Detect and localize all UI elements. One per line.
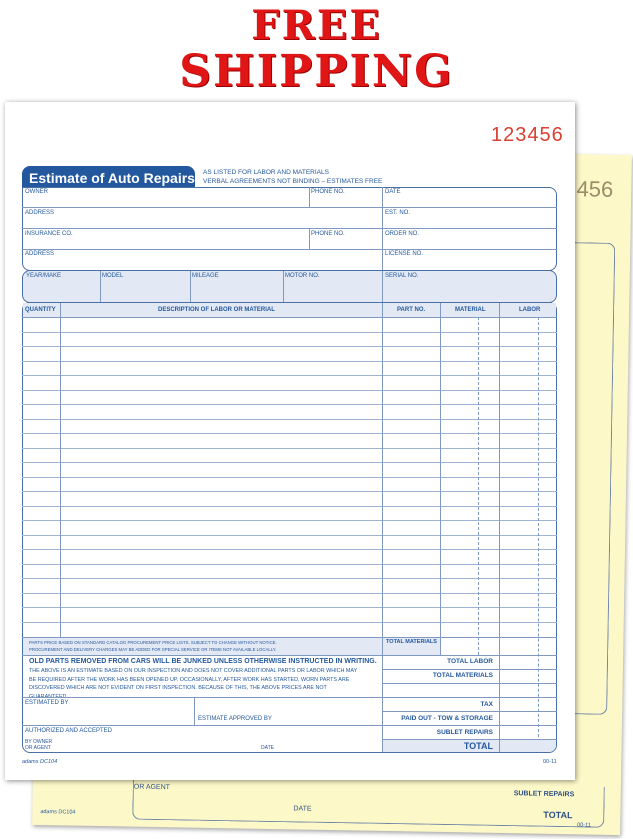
phone-field[interactable]: PHONE NO.: [311, 189, 345, 195]
table-row[interactable]: [22, 332, 557, 333]
insurance-phone-field[interactable]: PHONE NO.: [311, 231, 345, 237]
model-field[interactable]: MODEL: [102, 273, 124, 279]
table-row[interactable]: [22, 491, 557, 492]
authorized-field[interactable]: AUTHORIZED AND ACCEPTED: [25, 728, 113, 734]
col-description: DESCRIPTION OF LABOR OR MATERIAL: [158, 307, 275, 313]
rule-line: [283, 271, 284, 302]
table-row[interactable]: [22, 346, 557, 347]
by-owner-label: BY OWNER: [25, 739, 53, 745]
motor-no-field[interactable]: MOTOR NO.: [285, 273, 320, 279]
table-row[interactable]: [22, 375, 557, 376]
serial-no-field[interactable]: SERIAL NO.: [385, 273, 419, 279]
brand-logo: adams DC104: [22, 759, 58, 765]
shipping-banner: SHIPPING: [179, 46, 454, 97]
disclaimer: THE ABOVE IS AN ESTIMATE BASED ON OUR INSPECTION AND DOES NOT COVER ADDITIONAL PARTS OR LABOR WHICH MAY BE REQUIRED AFTER THE WORK HAS BEEN OPENED UP. OCCASIONALLY, AFTER WORK HAS STARTED, WORN PARTS ARE DISCOVERED WHICH ARE NOT EVIDENT ON FIRST INSPECTION. BECAUSE OF THIS, THE ABOVE PRICES ARE NOT: [29, 668, 358, 691]
table-row[interactable]: [22, 433, 557, 434]
rule-line: [382, 271, 383, 302]
rule-line: [22, 249, 557, 250]
rule-line: [499, 740, 500, 752]
form-code: 00-11: [543, 759, 557, 765]
rule-line: [382, 711, 557, 712]
approved-by-field[interactable]: ESTIMATE APPROVED BY: [198, 716, 272, 722]
rule-line: [22, 228, 557, 229]
signature-date-label: DATE: [261, 745, 274, 751]
subtitle-line-1: AS LISTED FOR LABOR AND MATERIALS: [203, 169, 329, 176]
rule-line: [309, 187, 310, 207]
mileage-field[interactable]: MILEAGE: [192, 273, 219, 279]
table-row[interactable]: [22, 404, 557, 405]
license-no-field[interactable]: LICENSE NO.: [385, 251, 424, 257]
order-no-field[interactable]: ORDER NO.: [385, 231, 420, 237]
rule-line: [22, 637, 557, 638]
back-form-bottom: [132, 779, 605, 828]
insurance-field[interactable]: INSURANCE CO.: [25, 231, 73, 237]
total-materials-cell: TOTAL MATERIALS: [386, 639, 437, 645]
col-part-no: PART NO.: [397, 307, 426, 313]
table-row[interactable]: [22, 477, 557, 478]
cents-divider: [478, 317, 479, 655]
back-code: 00-11: [577, 822, 591, 829]
table-row[interactable]: [22, 578, 557, 579]
back-total: TOTAL: [543, 809, 573, 821]
table-row[interactable]: [22, 622, 557, 623]
back-form-number: 456: [576, 176, 614, 202]
subtitle-line-2: VERBAL AGREEMENTS NOT BINDING – ESTIMATES FREE: [203, 178, 383, 185]
year-make-field[interactable]: YEAR/MAKE: [26, 273, 62, 279]
col-material: MATERIAL: [455, 307, 486, 313]
table-row[interactable]: [22, 607, 557, 608]
table-row[interactable]: [22, 535, 557, 536]
rule-line: [194, 697, 195, 725]
form-subtitle: [203, 168, 382, 186]
table-row[interactable]: [22, 361, 557, 362]
table-row[interactable]: [22, 448, 557, 449]
rule-line: [22, 207, 557, 208]
total-label: TOTAL: [463, 741, 493, 751]
paid-out-label: PAID OUT - TOW & STORAGE: [401, 715, 493, 722]
back-brand: adams DC104: [40, 808, 76, 816]
table-row[interactable]: [22, 419, 557, 420]
address-field[interactable]: ADDRESS: [25, 210, 55, 216]
rule-line: [22, 725, 557, 726]
table-row[interactable]: [22, 520, 557, 521]
table-row[interactable]: [22, 593, 557, 594]
rule-line: [22, 655, 557, 656]
rule-line: [382, 683, 557, 684]
estimated-by-field[interactable]: ESTIMATED BY: [25, 700, 69, 706]
back-date: DATE: [293, 805, 312, 813]
rule-line: [190, 271, 191, 302]
total-labor-label: TOTAL LABOR: [447, 658, 493, 665]
rule-line: [22, 697, 557, 698]
table-row[interactable]: [22, 549, 557, 550]
rule-line: [309, 228, 310, 249]
table-row[interactable]: [22, 462, 557, 463]
date-field[interactable]: DATE: [385, 189, 401, 195]
insurance-address-field[interactable]: ADDRESS: [25, 251, 55, 257]
table-row[interactable]: [22, 564, 557, 565]
parts-note-1: PARTS PRICE BASED ON STANDARD CATALOG PROCUREMENT PRICE LISTS. SUBJECT TO CHANGE WITHOUT NOTICE.: [29, 640, 277, 645]
rule-line: [382, 669, 557, 670]
rule-line: [499, 303, 500, 752]
table-row[interactable]: [22, 390, 557, 391]
form-title: Estimate of Auto Repairs: [22, 166, 195, 188]
or-agent-label: OR AGENT: [25, 745, 51, 751]
rule-line: [382, 187, 383, 271]
table-row[interactable]: [22, 506, 557, 507]
rule-line: [440, 303, 441, 655]
col-labor: LABOR: [519, 307, 541, 313]
rule-line: [100, 271, 101, 302]
rule-line: [22, 317, 557, 318]
form-number: 123456: [491, 124, 564, 146]
col-quantity: QUANTITY: [25, 307, 56, 313]
parts-note-2: PROCUREMENT AND DELIVERY CHARGES MAY BE ADDED FOR SPECIAL SERVICE OR ITEMS NOT AVAILABLE LOCALLY.: [29, 647, 277, 652]
back-sublet: SUBLET REPAIRS: [513, 790, 575, 799]
sublet-repairs-label: SUBLET REPAIRS: [436, 729, 493, 736]
rule-line: [60, 303, 61, 637]
est-no-field[interactable]: EST. NO.: [385, 210, 411, 216]
cents-divider: [538, 317, 539, 737]
customer-info-box: [22, 187, 557, 271]
total-materials-label: TOTAL MATERIALS: [432, 672, 493, 679]
owner-field[interactable]: OWNER: [25, 189, 48, 195]
old-parts-notice: OLD PARTS REMOVED FROM CARS WILL BE JUNKED UNLESS OTHERWISE INSTRUCTED IN WRITING.: [29, 658, 377, 665]
tax-label: TAX: [480, 701, 493, 708]
rule-line: [382, 303, 383, 752]
back-or-agent: OR AGENT: [133, 783, 171, 792]
free-banner: FREE: [251, 2, 382, 49]
